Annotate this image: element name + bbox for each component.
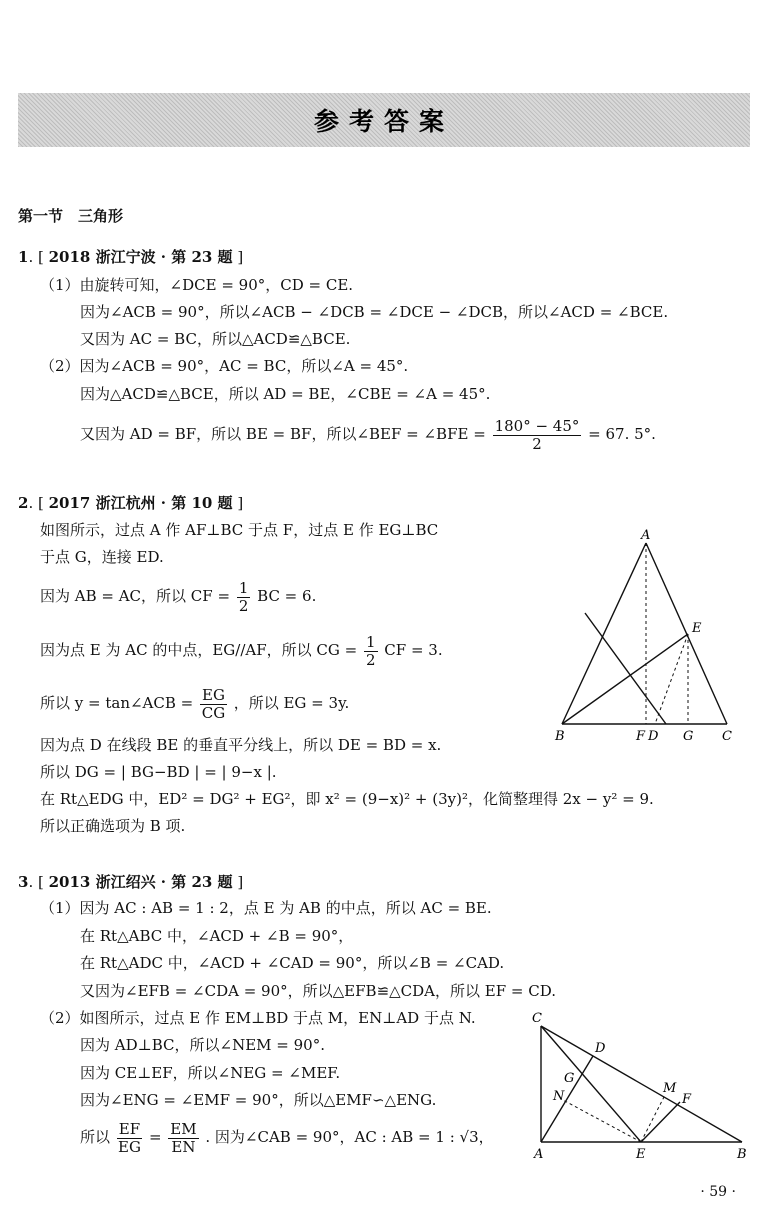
q1-line4: （2）因为∠ACB = 90°，AC = BC，所以∠A = 45°.	[40, 357, 409, 375]
fig3-segment-ef	[641, 1102, 680, 1142]
q2-fb-numerator: 1	[365, 632, 376, 651]
q3-line9	[80, 1117, 494, 1157]
q2-line4-text: 因为点 E 为 AC 的中点，EG//AF，所以 CG =	[40, 641, 358, 659]
fig2-label-c: C	[722, 729, 732, 744]
fig3-segment-en	[563, 1100, 641, 1142]
q2-line7: 所以 DG = | BG−BD | = | 9−x |.	[40, 763, 277, 781]
q2-fc-numerator: EG	[202, 685, 225, 704]
fig3-label-a: A	[534, 1147, 544, 1162]
fig2-label-d: D	[648, 729, 659, 744]
q3-source: 2013 浙江绍兴 · 第 23 题	[48, 873, 233, 891]
fig3-label-n: N	[553, 1089, 565, 1104]
q2-line5-text: 所以 y = tan∠ACB =	[40, 694, 194, 712]
q3-equals: =	[148, 1128, 162, 1146]
q1-frac-denominator: 2	[532, 434, 542, 453]
fig2-side-ab	[562, 543, 646, 724]
q1-line3: 又因为 AC = BC，所以△ACD≌△BCE.	[80, 330, 351, 348]
fig2-label-b: B	[555, 729, 565, 744]
fig2-label-a: A	[641, 528, 651, 543]
q2-fc-denominator: CG	[201, 703, 226, 722]
q2-line4-result: CF = 3.	[384, 641, 443, 659]
q2-number: 2	[18, 494, 29, 512]
q3-line9-text: 所以	[80, 1128, 111, 1146]
q3-fb-denominator: EN	[171, 1137, 196, 1156]
q2-header: 2. [ 2017 浙江杭州 · 第 10 题 ]	[18, 494, 244, 512]
fig3-label-d: D	[595, 1041, 606, 1056]
q2-line2: 于点 G，连接 ED.	[40, 548, 164, 566]
q1-source: 2018 浙江宁波 · 第 23 题	[48, 248, 233, 266]
q2-fb-denominator: 2	[365, 650, 376, 669]
q2-line6: 因为点 D 在线段 BE 的垂直平分线上，所以 DE = BD = x.	[40, 736, 442, 754]
q3-line4: 又因为∠EFB = ∠CDA = 90°，所以△EFB≌△CDA，所以 EF = CD.	[80, 982, 556, 1000]
q3-line1: （1）因为 AC : AB = 1 : 2，点 E 为 AB 的中点，所以 AC = BE.	[40, 899, 492, 917]
q3-number: 3	[18, 873, 29, 891]
q1-line5: 因为△ACD≌△BCE，所以 AD = BE，∠CBE = ∠A = 45°.	[80, 385, 491, 403]
fig3-segment-ad	[541, 1056, 593, 1142]
page-number: · 59 ·	[700, 1184, 736, 1200]
fig2-side-ac	[646, 543, 727, 724]
q3-line3: 在 Rt△ADC 中，∠ACD + ∠CAD = 90°，所以∠B = ∠CAD.	[80, 954, 505, 972]
fig2-perp-bisector	[585, 613, 666, 724]
section-title: 第一节 三角形	[18, 207, 124, 225]
q3-line7: 因为 CE⊥EF，所以∠NEG = ∠MEF.	[80, 1064, 341, 1082]
q2-line3-result: BC = 6.	[257, 587, 317, 605]
fig2-segment-ed	[655, 634, 688, 724]
q3-line5: （2）如图所示，过点 E 作 EM⊥BD 于点 M，EN⊥AD 于点 N.	[40, 1009, 476, 1027]
fig3-label-f: F	[682, 1092, 692, 1107]
fig3-label-m: M	[663, 1081, 677, 1096]
q2-fa-numerator: 1	[238, 578, 249, 597]
q3-fa-numerator: EF	[118, 1119, 141, 1138]
fig3-label-e: E	[636, 1147, 646, 1162]
q1-number: 1	[18, 248, 29, 266]
fig3-segment-em	[641, 1095, 665, 1142]
q2-line1: 如图所示，过点 A 作 AF⊥BC 于点 F，过点 E 作 EG⊥BC	[40, 521, 439, 539]
q3-fa-denominator: EG	[118, 1137, 141, 1156]
banner-title: 参考答案	[313, 107, 454, 136]
q3-fb-numerator: EM	[170, 1119, 197, 1138]
q1-header: 1. [ 2018 浙江宁波 · 第 23 题 ]	[18, 248, 244, 266]
q2-line3-text: 因为 AB = AC，所以 CF =	[40, 587, 231, 605]
q1-line6-result: = 67. 5°.	[588, 425, 656, 443]
q3-line6: 因为 AD⊥BC，所以∠NEM = 90°.	[80, 1036, 325, 1054]
fig2-label-f: F	[636, 729, 646, 744]
q3-line2: 在 Rt△ABC 中，∠ACD + ∠B = 90°，	[80, 927, 354, 945]
fig2-label-e: E	[692, 621, 702, 636]
q3-line9-result: . 因为∠CAB = 90°，AC : AB = 1 : √3，	[205, 1128, 494, 1146]
q3-line8: 因为∠ENG = ∠EMF = 90°，所以△EMF∽△ENG.	[80, 1091, 437, 1109]
fig3-label-c: C	[532, 1011, 542, 1026]
q3-header: 3. [ 2013 浙江绍兴 · 第 23 题 ]	[18, 873, 244, 891]
fig2-segment-be	[562, 634, 688, 724]
q2-line8: 在 Rt△EDG 中，ED² = DG² + EG²，即 x² = (9−x)² + (3y)²，化简整理得 2x − y² = 9.	[40, 790, 654, 808]
fig3-label-g: G	[564, 1071, 575, 1086]
q1-frac-numerator: 180° − 45°	[494, 416, 580, 435]
q2-line5-result: ，所以 EG = 3y.	[233, 694, 350, 712]
q3-fraction-a	[117, 1121, 142, 1156]
fig3-segment-ce	[541, 1026, 641, 1142]
q2-fa-denominator: 2	[238, 596, 249, 615]
q1-line1: （1）由旋转可知，∠DCE = 90°，CD = CE.	[40, 276, 354, 294]
q2-line9: 所以正确选项为 B 项.	[40, 817, 186, 835]
q2-source: 2017 浙江杭州 · 第 10 题	[48, 494, 233, 512]
q3-fraction-b	[168, 1121, 198, 1156]
fig3-label-b: B	[737, 1147, 747, 1162]
fig2-label-g: G	[683, 729, 694, 744]
q1-line6-text: 又因为 AD = BF，所以 BE = BF，所以∠BEF = ∠BFE =	[80, 425, 486, 443]
q1-line2: 因为∠ACB = 90°，所以∠ACB − ∠DCB = ∠DCE − ∠DCB，所以∠ACD = ∠BCE.	[80, 303, 669, 321]
